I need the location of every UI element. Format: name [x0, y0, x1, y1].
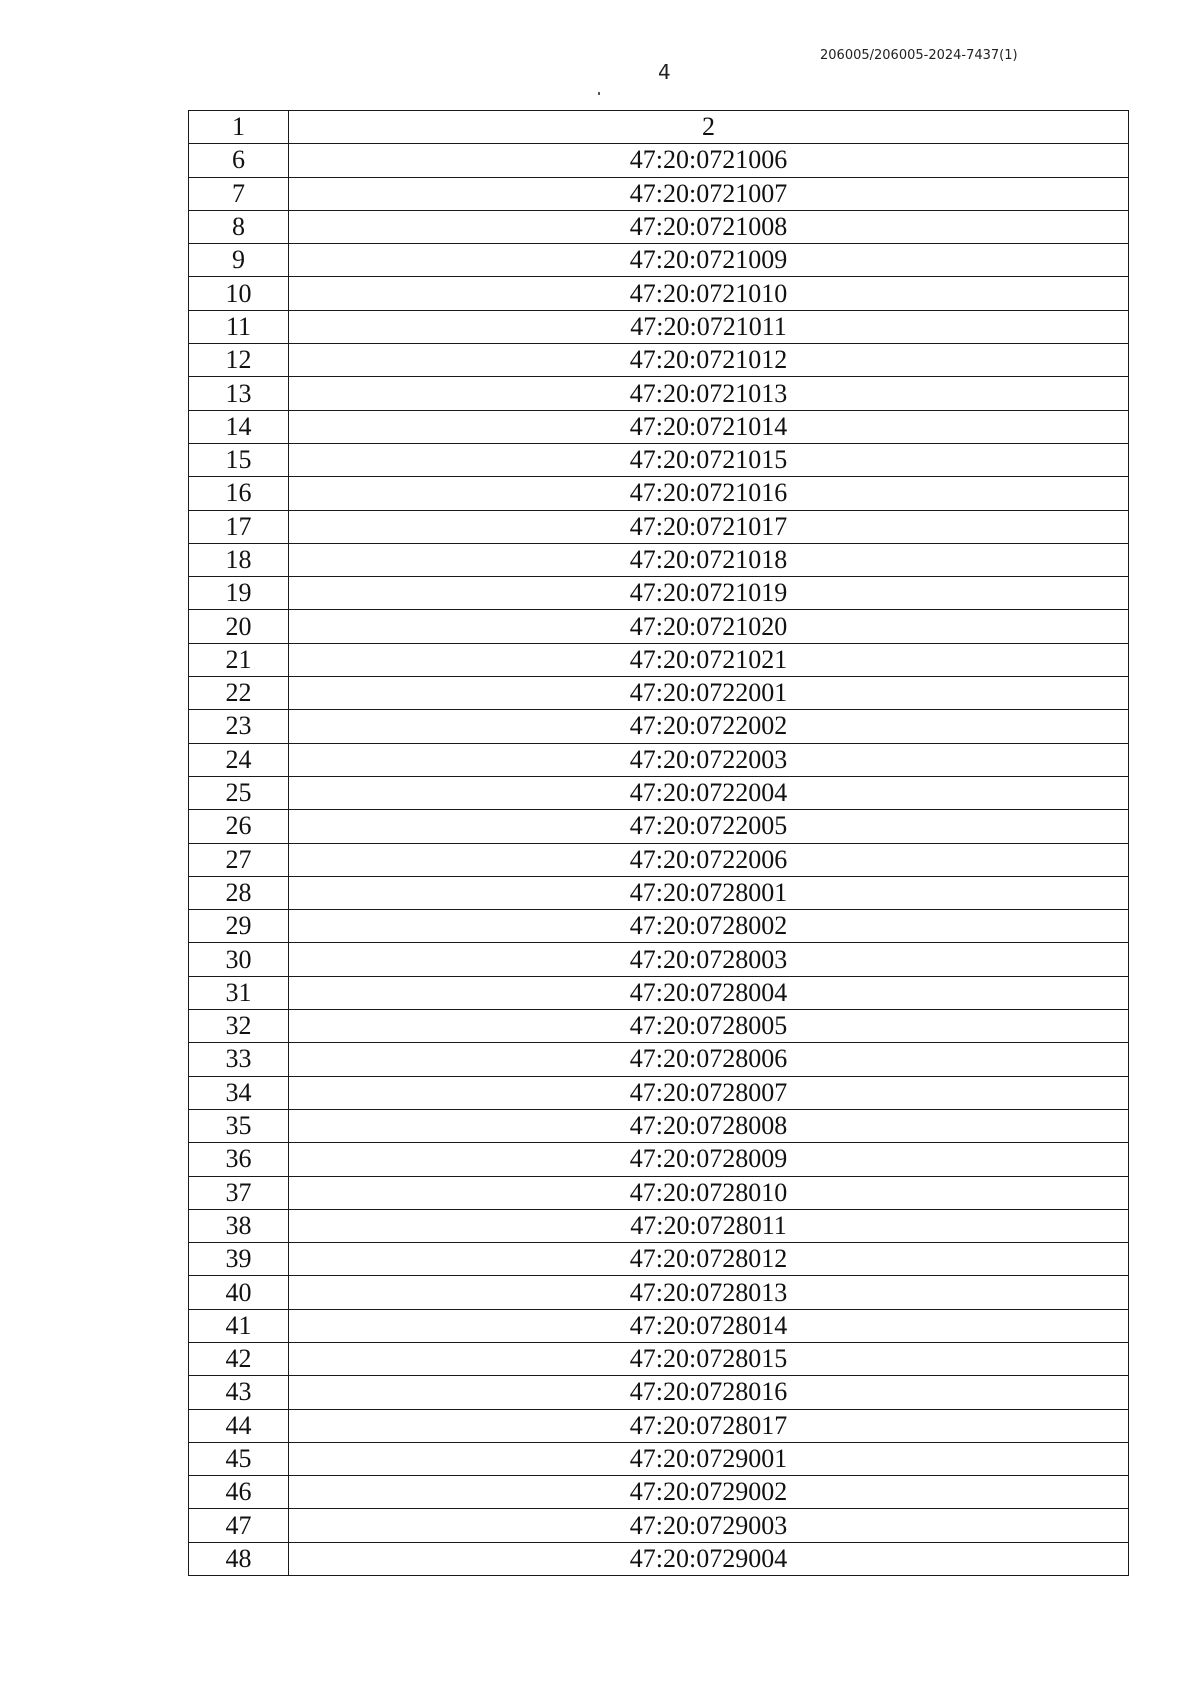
- table-row: [189, 1542, 1129, 1575]
- cadastral-number-cell: 47:20:0721016: [289, 477, 1129, 510]
- table-row: [189, 543, 1129, 576]
- table-row: [189, 1176, 1129, 1209]
- cadastral-number-cell: 47:20:0721020: [289, 610, 1129, 643]
- cadastral-number-cell: 47:20:0729003: [289, 1509, 1129, 1542]
- row-number-cell: 17: [189, 510, 289, 543]
- cadastral-number-cell: 47:20:0721013: [289, 377, 1129, 410]
- row-number-cell: 42: [189, 1342, 289, 1375]
- row-number-cell: 13: [189, 377, 289, 410]
- cadastral-number-cell: 47:20:0728014: [289, 1309, 1129, 1342]
- row-number-cell: 36: [189, 1143, 289, 1176]
- row-number-cell: 19: [189, 577, 289, 610]
- cadastral-number-cell: 47:20:0728010: [289, 1176, 1129, 1209]
- table-row: [189, 810, 1129, 843]
- table-row: [189, 1342, 1129, 1375]
- row-number-cell: 33: [189, 1043, 289, 1076]
- table-row: [189, 1442, 1129, 1475]
- table-row: [189, 1376, 1129, 1409]
- table-row: [189, 210, 1129, 243]
- column-header-number: 1: [189, 111, 289, 144]
- row-number-cell: 26: [189, 810, 289, 843]
- table-row: [189, 477, 1129, 510]
- cadastral-number-cell: 47:20:0721019: [289, 577, 1129, 610]
- row-number-cell: 39: [189, 1243, 289, 1276]
- cadastral-number-cell: 47:20:0728003: [289, 943, 1129, 976]
- cadastral-number-cell: 47:20:0722003: [289, 743, 1129, 776]
- table-row: [189, 910, 1129, 943]
- cadastral-number-cell: 47:20:0722002: [289, 710, 1129, 743]
- row-number-cell: 14: [189, 410, 289, 443]
- row-number-cell: 10: [189, 277, 289, 310]
- cadastral-number-cell: 47:20:0728004: [289, 976, 1129, 1009]
- cadastral-number-cell: 47:20:0728016: [289, 1376, 1129, 1409]
- table-row: [189, 1476, 1129, 1509]
- table-row: [189, 1243, 1129, 1276]
- row-number-cell: 30: [189, 943, 289, 976]
- scan-speck: [598, 92, 600, 95]
- cadastral-number-cell: 47:20:0728017: [289, 1409, 1129, 1442]
- table-row: [189, 1276, 1129, 1309]
- cadastral-number-cell: 47:20:0728001: [289, 876, 1129, 909]
- table-row: [189, 743, 1129, 776]
- row-number-cell: 18: [189, 543, 289, 576]
- cadastral-number-cell: 47:20:0728007: [289, 1076, 1129, 1109]
- table-row: [189, 244, 1129, 277]
- cadastral-number-cell: 47:20:0721015: [289, 443, 1129, 476]
- column-header-cadastral: 2: [289, 111, 1129, 144]
- cadastral-number-cell: 47:20:0728013: [289, 1276, 1129, 1309]
- cadastral-number-cell: 47:20:0721010: [289, 277, 1129, 310]
- cadastral-number-cell: 47:20:0722006: [289, 843, 1129, 876]
- table-row: [189, 510, 1129, 543]
- row-number-cell: 27: [189, 843, 289, 876]
- table-row: [189, 1209, 1129, 1242]
- row-number-cell: 11: [189, 310, 289, 343]
- row-number-cell: 7: [189, 177, 289, 210]
- table-row: [189, 443, 1129, 476]
- row-number-cell: 31: [189, 976, 289, 1009]
- row-number-cell: 48: [189, 1542, 289, 1575]
- table-row: [189, 277, 1129, 310]
- cadastral-number-cell: 47:20:0729001: [289, 1442, 1129, 1475]
- row-number-cell: 16: [189, 477, 289, 510]
- row-number-cell: 32: [189, 1010, 289, 1043]
- cadastral-number-cell: 47:20:0721009: [289, 244, 1129, 277]
- cadastral-number-cell: 47:20:0721012: [289, 344, 1129, 377]
- row-number-cell: 15: [189, 443, 289, 476]
- cadastral-number-cell: 47:20:0728008: [289, 1109, 1129, 1142]
- cadastral-number-cell: 47:20:0721021: [289, 643, 1129, 676]
- table-row: [189, 344, 1129, 377]
- document-id: 206005/206005-2024-7437(1): [820, 48, 1018, 63]
- cadastral-number-cell: 47:20:0728011: [289, 1209, 1129, 1242]
- table-row: [189, 1010, 1129, 1043]
- table-row: [189, 1309, 1129, 1342]
- row-number-cell: 47: [189, 1509, 289, 1542]
- row-number-cell: 43: [189, 1376, 289, 1409]
- row-number-cell: 23: [189, 710, 289, 743]
- cadastral-number-cell: 47:20:0728012: [289, 1243, 1129, 1276]
- table-row: [189, 410, 1129, 443]
- row-number-cell: 38: [189, 1209, 289, 1242]
- cadastral-number-cell: 47:20:0728002: [289, 910, 1129, 943]
- row-number-cell: 46: [189, 1476, 289, 1509]
- row-number-cell: 34: [189, 1076, 289, 1109]
- table-body: [189, 144, 1129, 1576]
- table-row: [189, 643, 1129, 676]
- cadastral-number-cell: 47:20:0728009: [289, 1143, 1129, 1176]
- row-number-cell: 21: [189, 643, 289, 676]
- row-number-cell: 25: [189, 776, 289, 809]
- table-row: [189, 943, 1129, 976]
- table-row: [189, 610, 1129, 643]
- row-number-cell: 22: [189, 677, 289, 710]
- cadastral-number-cell: 47:20:0728015: [289, 1342, 1129, 1375]
- cadastral-number-cell: 47:20:0729004: [289, 1542, 1129, 1575]
- table-row: [189, 1143, 1129, 1176]
- row-number-cell: 28: [189, 876, 289, 909]
- table-header-row: [189, 111, 1129, 144]
- cadastral-number-cell: 47:20:0722001: [289, 677, 1129, 710]
- cadastral-number-cell: 47:20:0722005: [289, 810, 1129, 843]
- table-row: [189, 876, 1129, 909]
- table-row: [189, 577, 1129, 610]
- row-number-cell: 24: [189, 743, 289, 776]
- cadastral-number-cell: 47:20:0728005: [289, 1010, 1129, 1043]
- row-number-cell: 8: [189, 210, 289, 243]
- table-row: [189, 1043, 1129, 1076]
- table-row: [189, 677, 1129, 710]
- row-number-cell: 45: [189, 1442, 289, 1475]
- table-row: [189, 1076, 1129, 1109]
- table-row: [189, 976, 1129, 1009]
- row-number-cell: 6: [189, 144, 289, 177]
- row-number-cell: 40: [189, 1276, 289, 1309]
- table-row: [189, 177, 1129, 210]
- table-row: [189, 1509, 1129, 1542]
- row-number-cell: 20: [189, 610, 289, 643]
- cadastral-number-cell: 47:20:0721017: [289, 510, 1129, 543]
- cadastral-number-cell: 47:20:0722004: [289, 776, 1129, 809]
- table-row: [189, 710, 1129, 743]
- row-number-cell: 44: [189, 1409, 289, 1442]
- cadastral-number-cell: 47:20:0721014: [289, 410, 1129, 443]
- row-number-cell: 37: [189, 1176, 289, 1209]
- cadastral-number-cell: 47:20:0721007: [289, 177, 1129, 210]
- table-row: [189, 843, 1129, 876]
- row-number-cell: 12: [189, 344, 289, 377]
- cadastral-number-cell: 47:20:0721011: [289, 310, 1129, 343]
- table-row: [189, 1109, 1129, 1142]
- cadastral-number-cell: 47:20:0721008: [289, 210, 1129, 243]
- cadastral-number-cell: 47:20:0721018: [289, 543, 1129, 576]
- cadastral-number-cell: 47:20:0721006: [289, 144, 1129, 177]
- row-number-cell: 35: [189, 1109, 289, 1142]
- table-row: [189, 776, 1129, 809]
- row-number-cell: 29: [189, 910, 289, 943]
- table-row: [189, 1409, 1129, 1442]
- row-number-cell: 9: [189, 244, 289, 277]
- cadastral-table: [188, 110, 1129, 1576]
- cadastral-number-cell: 47:20:0728006: [289, 1043, 1129, 1076]
- table-row: [189, 377, 1129, 410]
- cadastral-number-cell: 47:20:0729002: [289, 1476, 1129, 1509]
- table-row: [189, 144, 1129, 177]
- table-row: [189, 310, 1129, 343]
- row-number-cell: 41: [189, 1309, 289, 1342]
- page-number: 4: [658, 60, 671, 84]
